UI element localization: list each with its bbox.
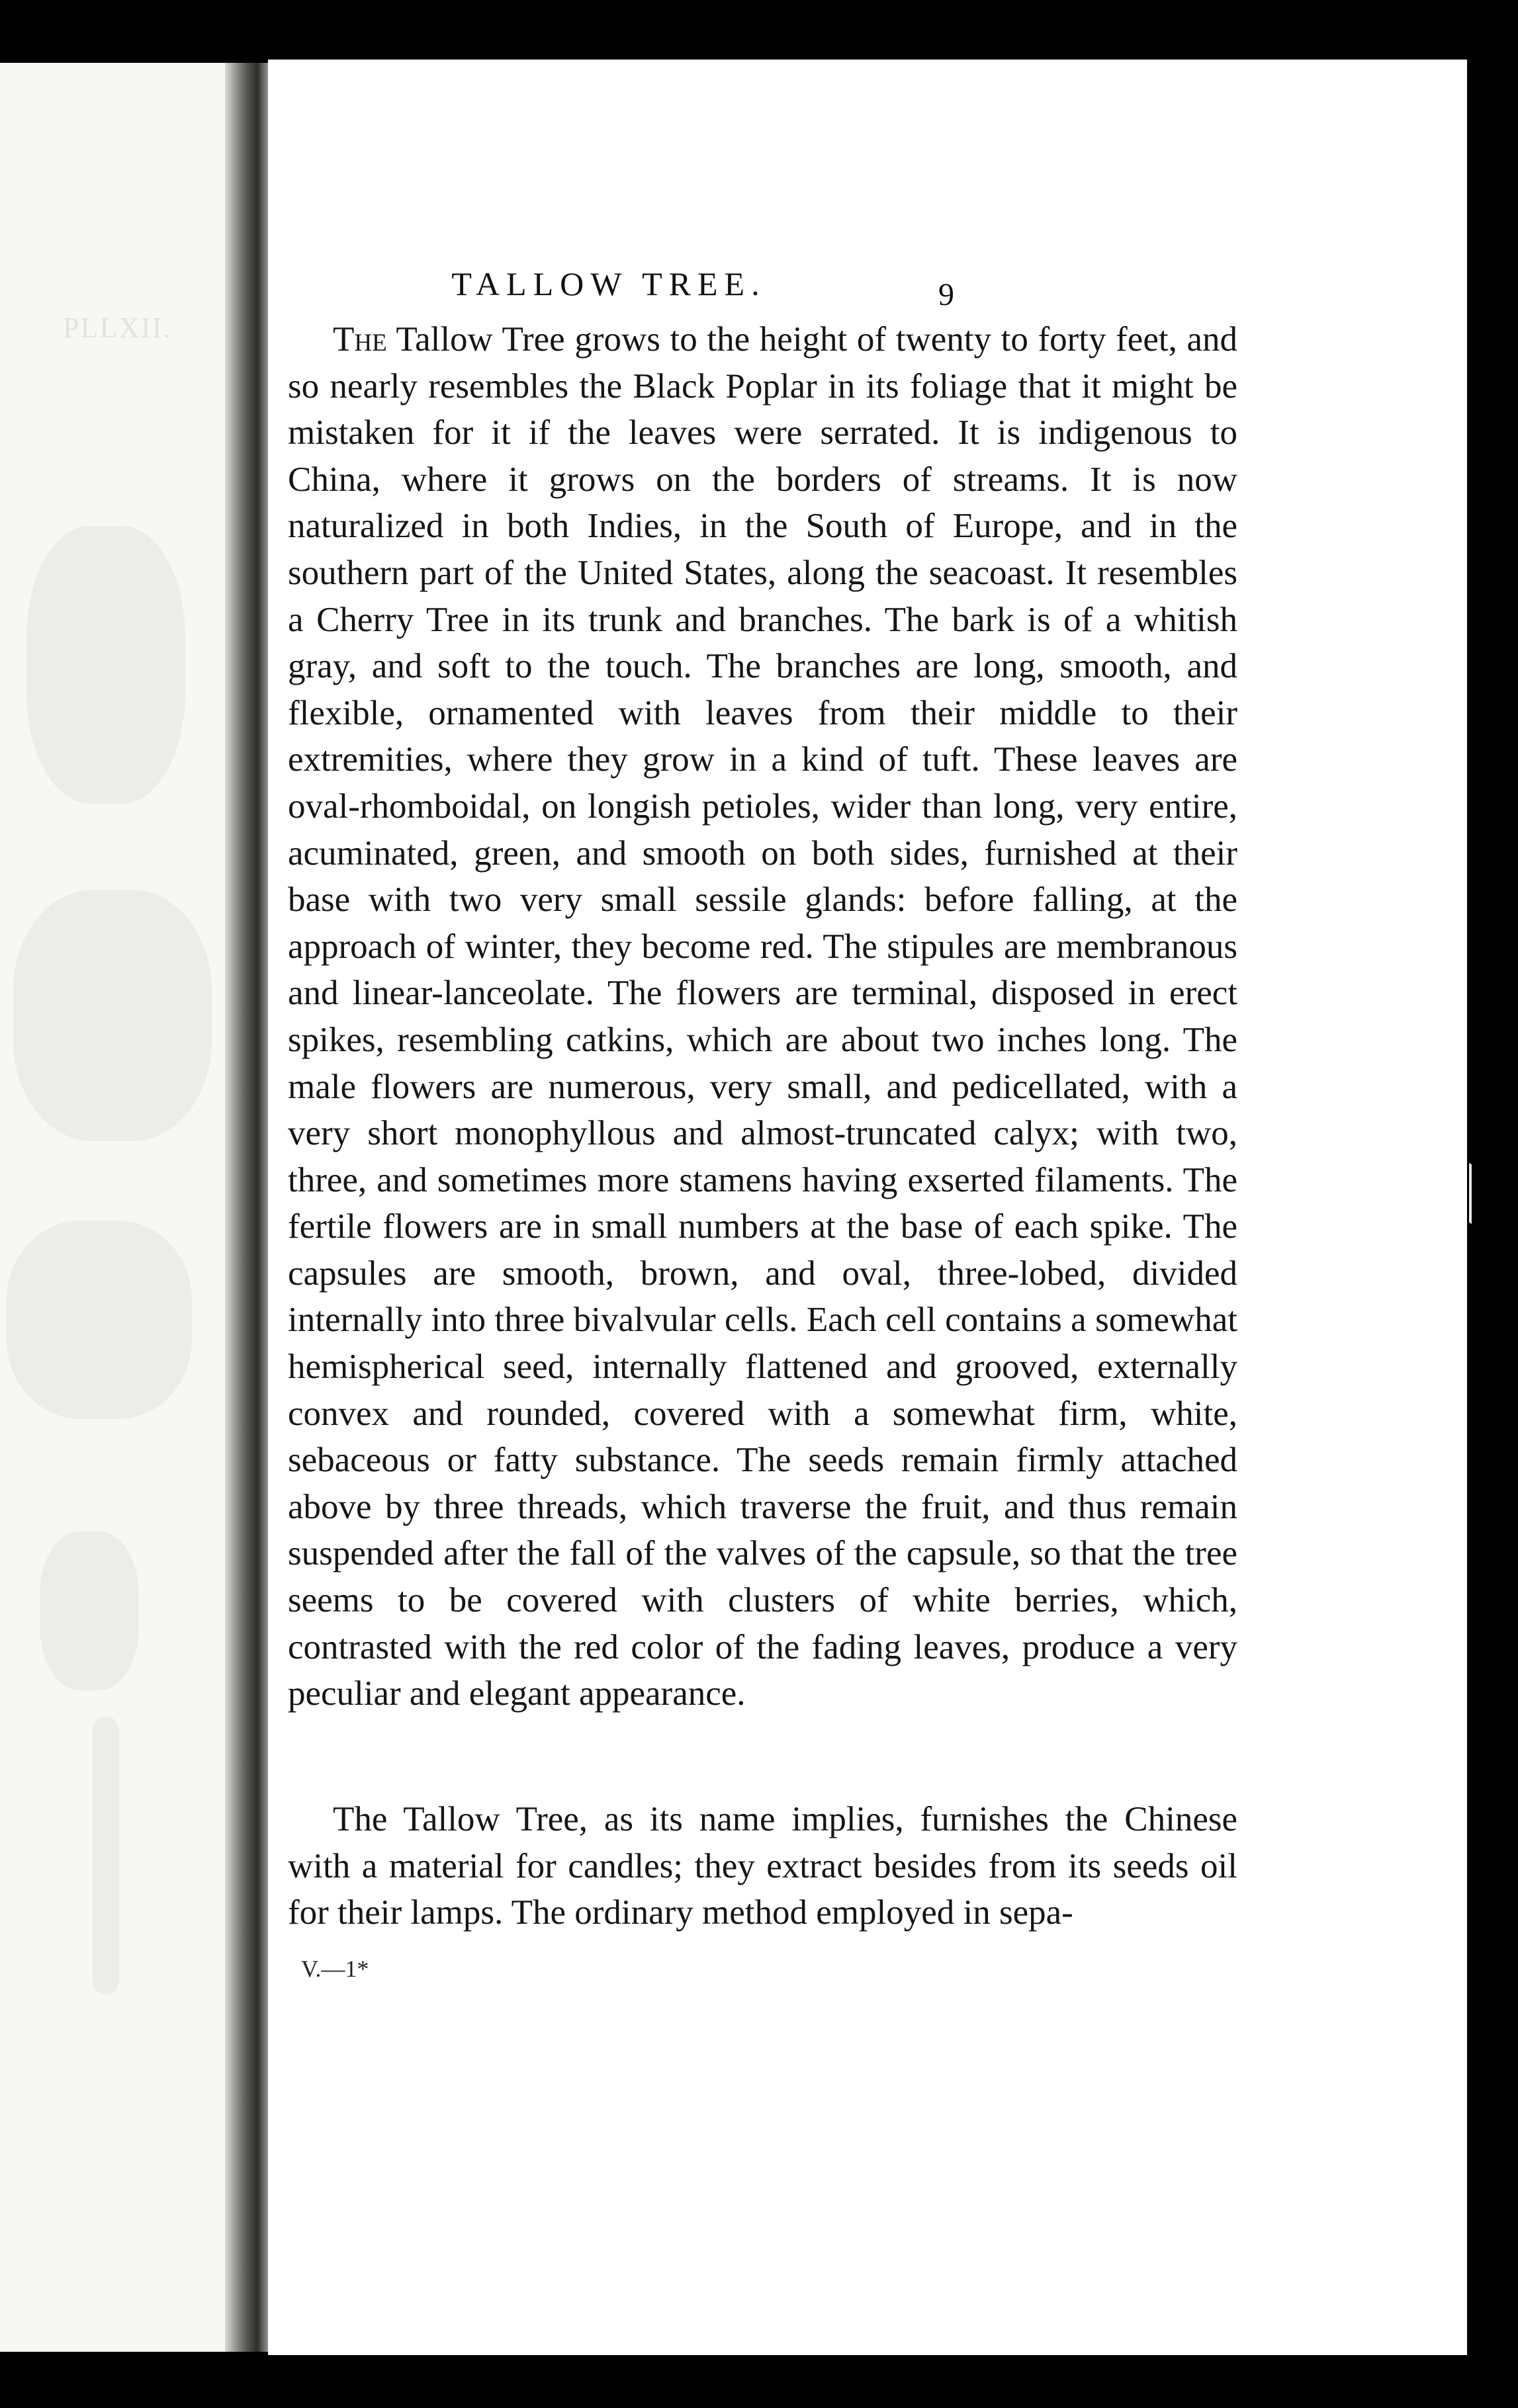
- faint-leaf-illustration: [26, 526, 185, 804]
- plate-label: PLLXII.: [63, 312, 172, 344]
- page-edge-tear: [1469, 1163, 1511, 1252]
- paragraph-lead-word: The: [333, 320, 387, 359]
- body-paragraph-1: [288, 316, 1237, 1717]
- printer-signature-mark: V.—1*: [301, 1956, 369, 1982]
- book-gutter-shadow: [225, 63, 271, 2352]
- faint-leaf-illustration: [7, 1221, 192, 1419]
- faint-berry-cluster-illustration: [40, 1531, 139, 1690]
- running-title: TALLOW TREE.: [451, 265, 766, 302]
- faint-stem-illustration: [93, 1717, 119, 1995]
- left-page-edge: [0, 63, 240, 2352]
- paragraph-1-text: Tallow Tree grows to the height of twenty to forty feet, and so nearly resembles the Black Poplar in its foliage that it might be mistaken for it if the leaves were serrated. It is indigenous to China, where it grows on the borders of streams. It is now naturalized in both Indies, in the South of Europe, and in the southern part of the United States, along the seacoast. It resembles a Cherry Tree in its trunk and branches. The bark is of a whitish gray, and soft to the touch. The branches are long, smooth, and flexible, ornamented with leaves from their middle to their extremities, where they grow in a kind of tuft. These leaves are oval-rhomboidal, on longish petioles, wider than long, very entire, acuminated, green, and smooth on both sides, furnished at their base with two very small sessile glands: before falling, at the approach of winter, they become red. The stipules are membranous and linear-lanceolate. The flowers are terminal, disposed in erect spikes, resembling catkins, which are about two inches long. The male flowers are numerous, very small, and pedicellated, with a very short monophyllous and almost-truncated calyx; with two, three, and sometimes more stamens having exserted filaments. The fertile flowers are in small numbers at the base of each spike. The capsules are smooth, brown, and oval, three-lobed, divided internally into three bivalvular cells. Each cell contains a somewhat hemispherical seed, internally flattened and grooved, externally convex and rounded, covered with a somewhat firm, white, sebaceous or fatty substance. The seeds remain firmly attached above by three threads, which traverse the fruit, and thus remain suspended after the fall of the valves of the capsule, so that the tree seems to be covered with clusters of white berries, which, contrasted with the red color of the fading leaves, produce a very peculiar and elegant appearance.: [288, 320, 1237, 1713]
- body-paragraph-2: The Tallow Tree, as its name implies, furnishes the Chinese with a material for candles; they extract besides from its seeds oil for their lamps. The ordinary method employed in sepa-: [288, 1800, 1237, 1932]
- faint-leaf-illustration: [13, 890, 212, 1141]
- page-number: 9: [938, 277, 954, 312]
